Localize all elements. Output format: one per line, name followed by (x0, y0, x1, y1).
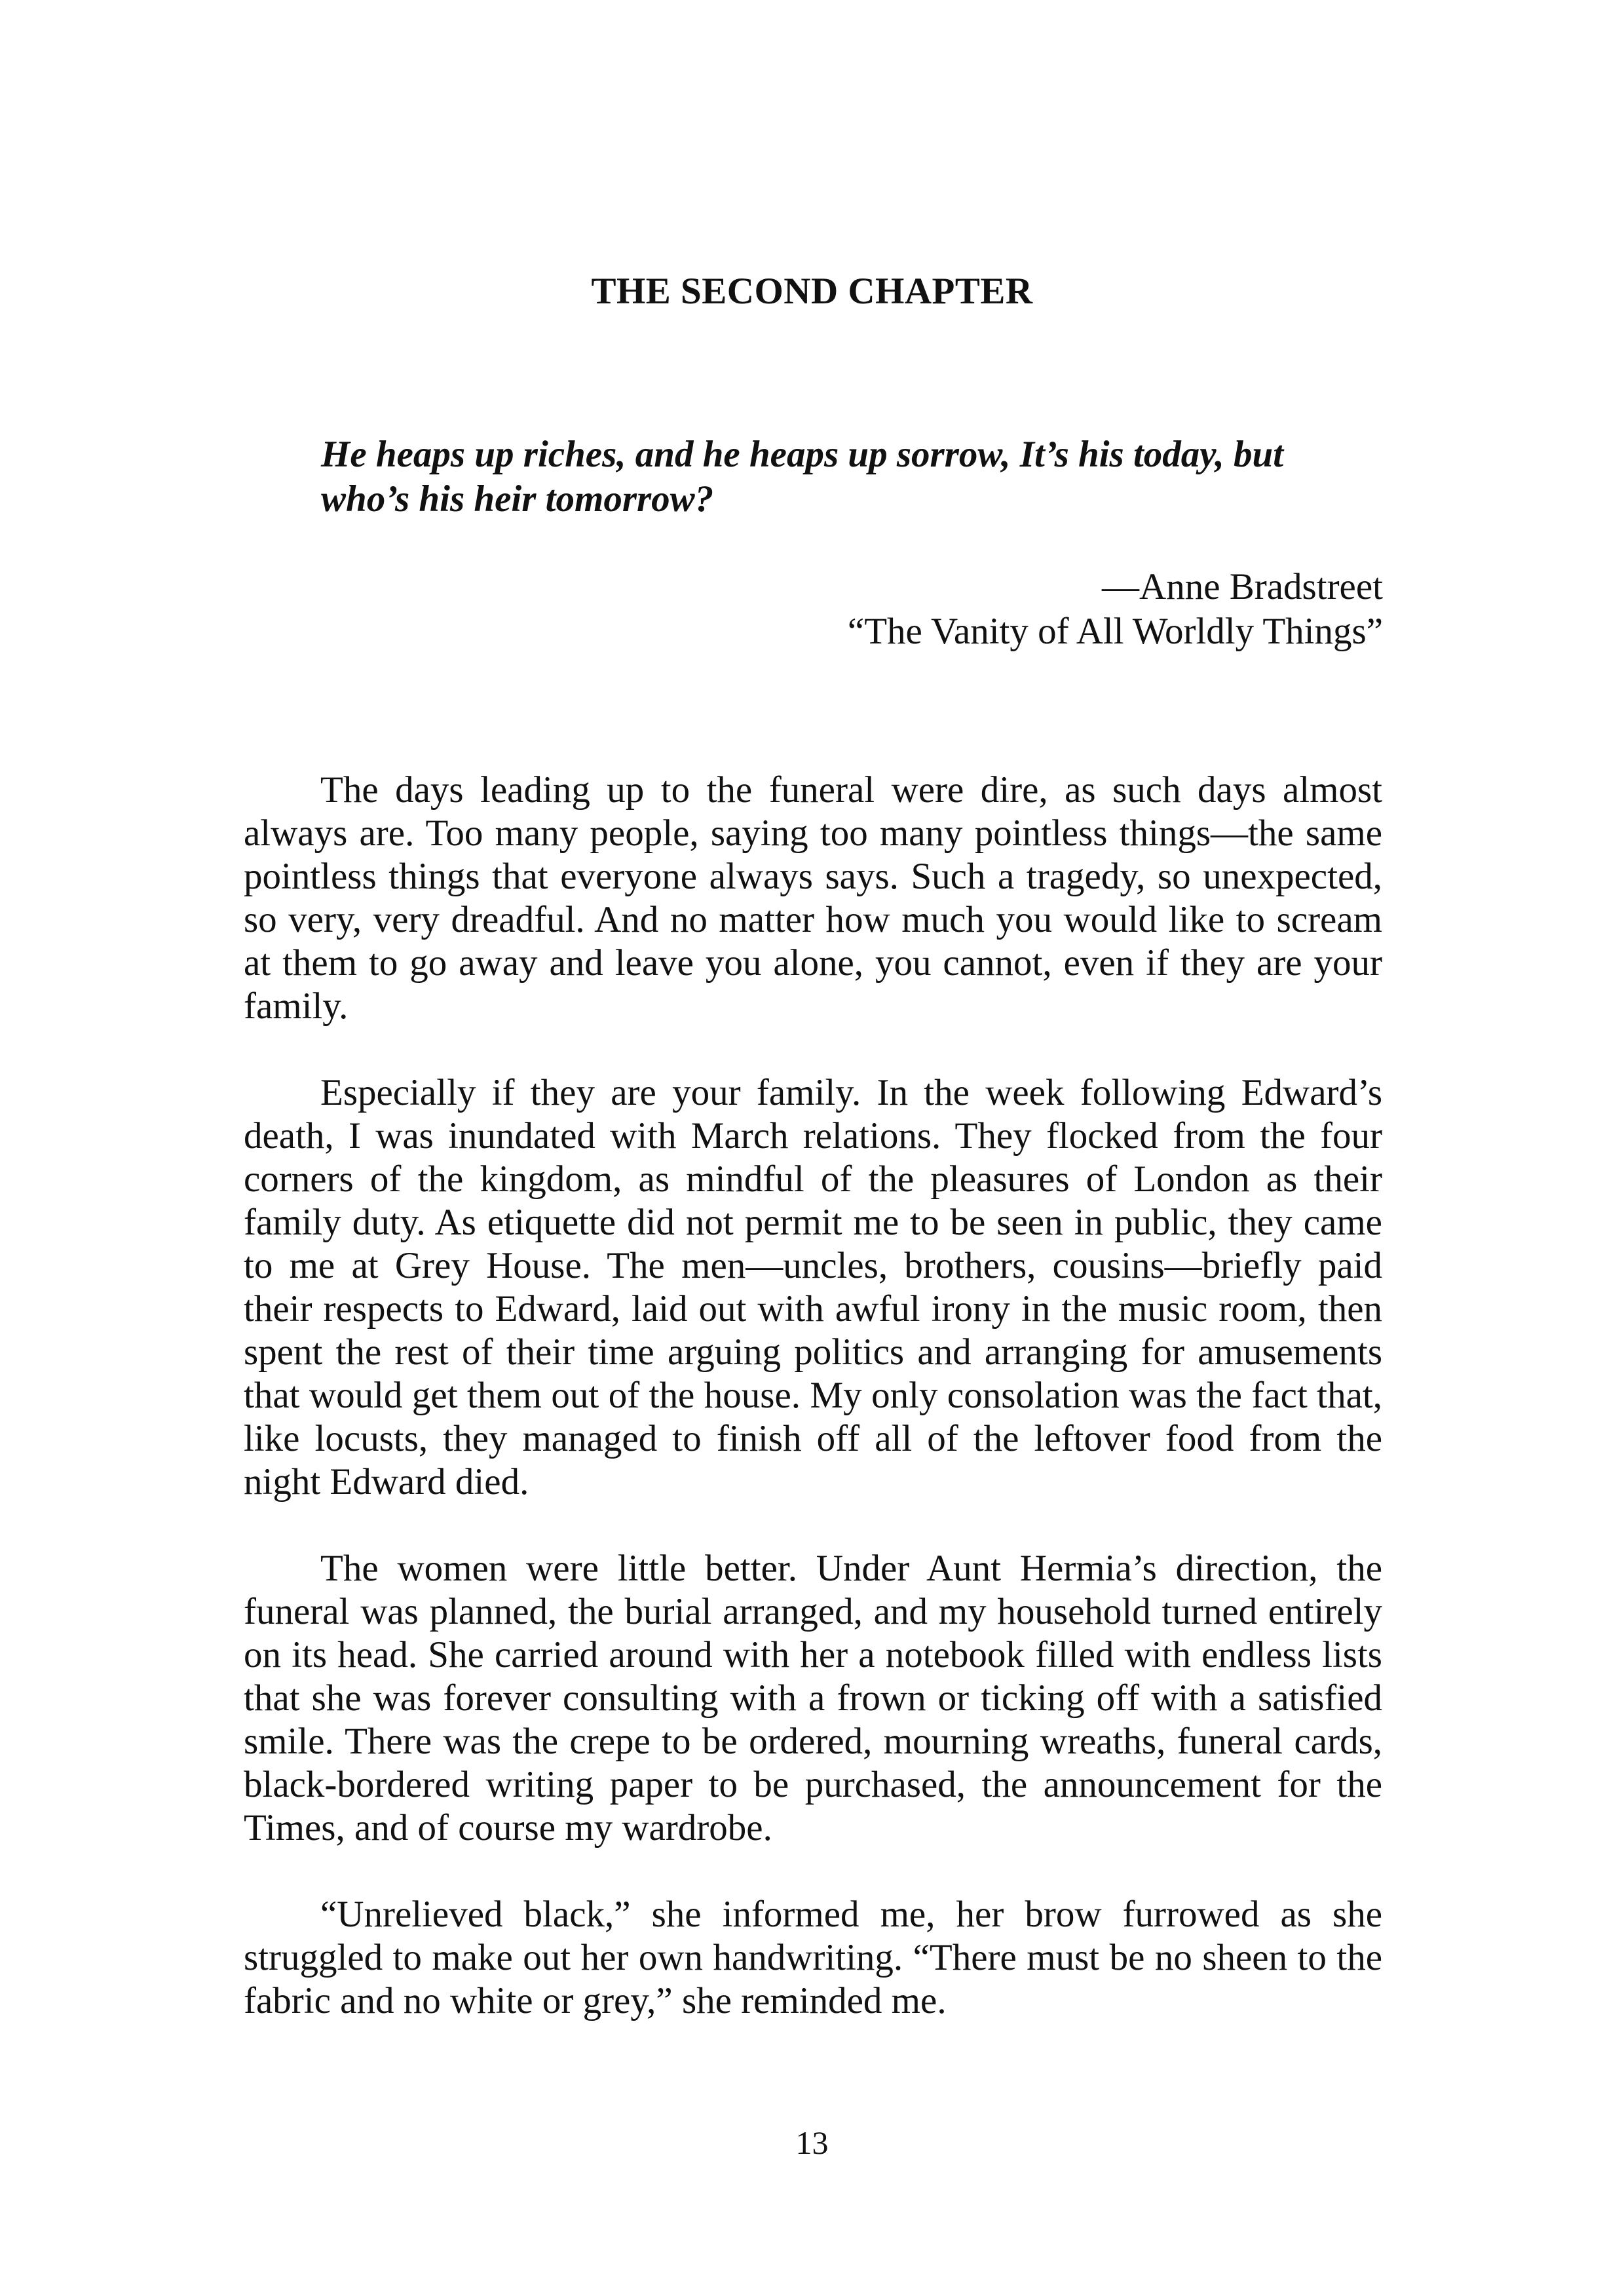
paragraph: The women were little better. Under Aunt Hermia’s direction, the funeral was planned, the burial arranged, and my household turned entirely on its head. She carried around with her a notebook filled with endless lists that she was forever consulting with a frown or ticking off with a satisfied smile. There was the crepe to be ordered, mourning wreaths, funeral cards, black-bordered writing paper to be purchased, the announcement for the Times, and of course my wardrobe. (244, 1548, 1382, 1848)
epigraph-author: —Anne Bradstreet (1102, 566, 1383, 607)
epigraph-attribution (848, 565, 1383, 654)
body-text (244, 769, 1382, 2066)
page-number: 13 (795, 2124, 829, 2161)
paragraph: Especially if they are your family. In the week following Edward’s death, I was inundated with March relations. They flocked from the four corners of the kingdom, as mindful of the pleasures of London as their family duty. As etiquette did not permit me to be seen in public, they came to me at Grey House. The men—uncles, brothers, cousins—briefly paid their respects to Edward, laid out with awful irony in the music room, then spent the rest of their time arguing politics and arranging for amusements that would get them out of the house. My only consolation was the fact that, like locusts, they managed to finish off all of the leftover food from the night Edward died. (244, 1072, 1382, 1502)
paragraph: “Unrelieved black,” she informed me, her brow furrowed as she struggled to make out her own handwriting. “There must be no sheen to the fabric and no white or grey,” she reminded me. (244, 1894, 1382, 2021)
epigraph-quote: He heaps up riches, and he heaps up sorrow, It’s his today, but who’s his heir tomorrow? (321, 434, 1284, 520)
chapter-title: THE SECOND CHAPTER (591, 271, 1033, 312)
epigraph-source: “The Vanity of All Worldly Things” (847, 611, 1383, 652)
paragraph: The days leading up to the funeral were dire, as such days almost always are. Too many people, saying too many pointless things—the same pointless things that everyone always says. Such a tragedy, so unexpected, so very, very dreadful. And no matter how much you would like to scream at them to go away and leave you alone, you cannot, even if they are your family. (244, 769, 1382, 1027)
